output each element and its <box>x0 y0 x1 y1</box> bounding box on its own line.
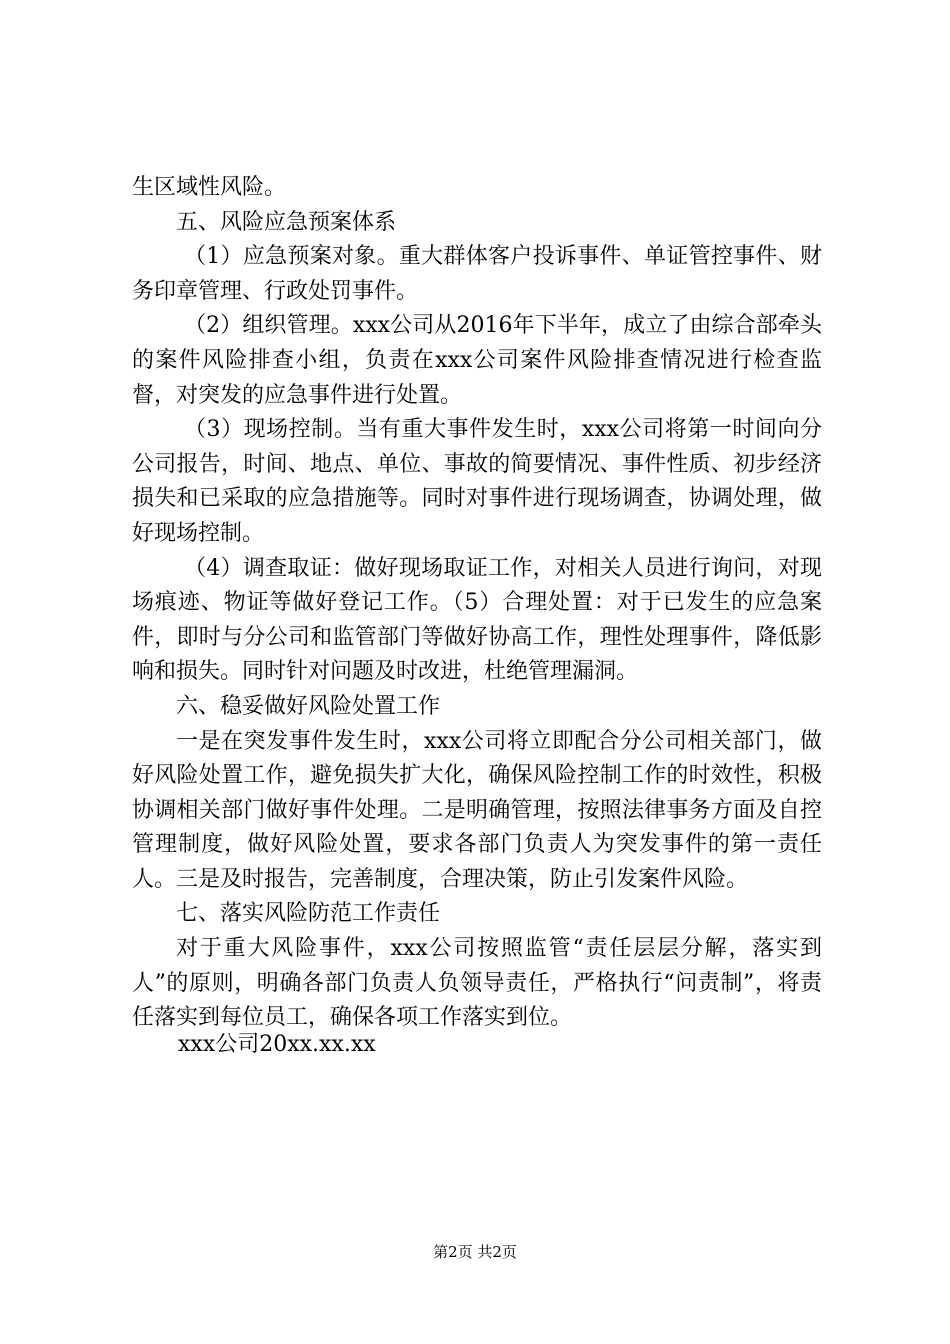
document-body <box>132 171 822 1036</box>
signature-date: xxx公司20xx.xx.xx <box>178 1032 376 1057</box>
section-heading-7: 七、落实风险防范工作责任 <box>176 901 441 927</box>
paragraph-organization: （2）组织管理。xxx公司从2016年下半年，成立了由综合部牵头的案件风险排查小组，负责在xxx公司案件风险排查情况进行检查监督，对突发的应急事件进行处置。 <box>132 313 822 408</box>
page-footer: 第2页 共2页 <box>433 1243 517 1261</box>
paragraph-investigation: （4）调查取证：做好现场取证工作，对相关人员进行询问，对现场痕迹、物证等做好登记工作。（5）合理处置：对于已发生的应急案件，即时与分公司和监管部门等做好协高工作，理性处理事件，降低影响和损失。同时针对问题及时改进，杜绝管理漏洞。 <box>132 555 822 685</box>
paragraph-site-control: （3）现场控制。当有重大事件发生时，xxx公司将第一时间向分公司报告，时间、地点、单位、事故的简要情况、事件性质、初步经济损失和已采取的应急措施等。同时对事件进行现场调查，协调处理，做好现场控制。 <box>132 417 822 546</box>
section-heading-5: 五、风险应急预案体系 <box>176 209 397 235</box>
paragraph-responsibility: 对于重大风险事件，xxx公司按照监管“责任层层分解，落实到人”的原则，明确各部门负责人负领导责任，严格执行“问责制”，将责任落实到每位员工，确保各项工作落实到位。 <box>132 936 822 1031</box>
section-heading-6: 六、稳妥做好风险处置工作 <box>176 693 441 719</box>
paragraph-continuation: 生区域性风险。 <box>132 175 287 200</box>
paragraph-risk-disposal: 一是在突发事件发生时，xxx公司将立即配合分公司相关部门，做好风险处置工作，避免损失扩大化，确保风险控制工作的时效性，积极协调相关部门做好事件处理。二是明确管理，按照法律事务方面及自控管理制度，做好风险处置，要求各部门负责人为突发事件的第一责任人。三是及时报告，完善制度，合理决策，防止引发案件风险。 <box>132 728 822 892</box>
paragraph-emergency-target: （1）应急预案对象。重大群体客户投诉事件、单证管控事件、财务印章管理、行政处罚事件。 <box>132 244 822 304</box>
